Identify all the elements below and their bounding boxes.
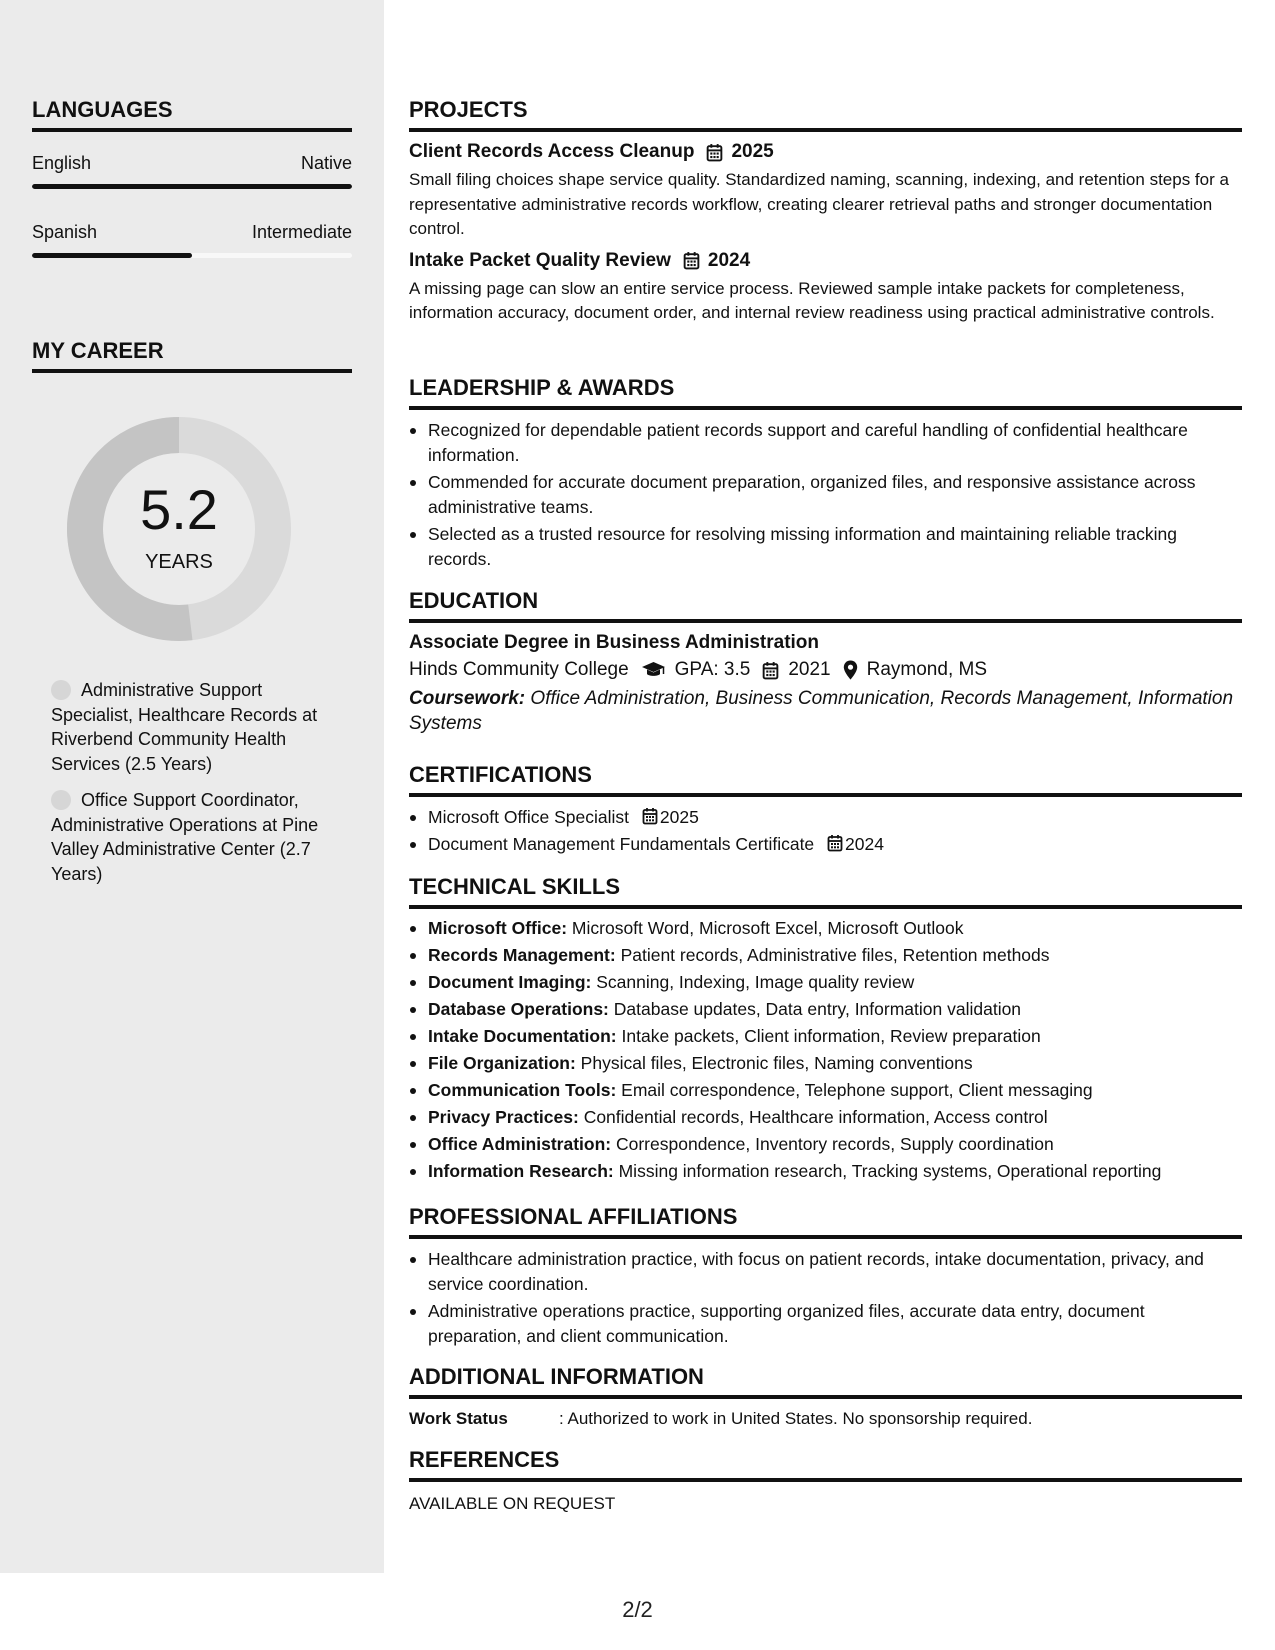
language-row-english <box>32 153 352 174</box>
certifications-list <box>409 804 1242 858</box>
work-status-label: Work Status <box>409 1409 508 1428</box>
skill-value: Microsoft Word, Microsoft Excel, Microsoft Outlook <box>571 918 964 938</box>
legend-dot <box>51 790 71 810</box>
affiliations-title: PROFESSIONAL AFFILIATIONS <box>409 1204 1242 1239</box>
skill-value: Patient records, Administrative files, Retention methods <box>620 945 1050 965</box>
leadership-section <box>409 375 1242 571</box>
skills-title: TECHNICAL SKILLS <box>409 874 1242 909</box>
certifications-section <box>409 762 1242 858</box>
coursework <box>409 686 1242 736</box>
skill-label: Office Administration: <box>428 1134 612 1154</box>
language-bar-english <box>32 184 352 189</box>
skill-value: Missing information research, Tracking systems, Operational reporting <box>618 1161 1162 1181</box>
leadership-title: LEADERSHIP & AWARDS <box>409 375 1242 410</box>
school-location: Raymond, MS <box>866 659 987 680</box>
map-pin-icon <box>843 660 858 680</box>
skill-value: Correspondence, Inventory records, Supply coordination <box>615 1134 1054 1154</box>
project-description: Small filing choices shape service quality. Standardized naming, scanning, indexing, and retention steps for a representative administrative records workflow, creating clearer retrieval paths and stronger documentation control. <box>409 170 1229 238</box>
work-status-row <box>409 1407 1242 1432</box>
legend-dot <box>51 680 71 700</box>
calendar-icon <box>827 834 843 852</box>
skills-list <box>409 915 1242 1185</box>
skill-item <box>409 915 1242 942</box>
list-item <box>409 804 1242 831</box>
project-year: 2024 <box>707 249 751 271</box>
skill-label: Microsoft Office: <box>428 918 568 938</box>
sidebar <box>0 0 384 1573</box>
career-total-years: 5.2 <box>140 478 218 541</box>
language-bar-fill <box>32 253 192 258</box>
language-name: English <box>32 153 92 173</box>
skill-value: Database updates, Data entry, Information validation <box>613 999 1022 1019</box>
skill-value: Intake packets, Client information, Review preparation <box>621 1026 1041 1046</box>
references-title: REFERENCES <box>409 1447 1242 1482</box>
calendar-icon <box>642 807 658 825</box>
skill-label: Database Operations: <box>428 999 609 1019</box>
list-item: Administrative operations practice, supporting organized files, accurate data entry, document preparation, and client communication. <box>409 1299 1242 1348</box>
project-year: 2025 <box>731 141 774 162</box>
skill-item <box>409 969 1242 996</box>
list-item: Recognized for dependable patient records support and careful handling of confidential healthcare information. <box>409 418 1242 467</box>
skill-label: Intake Documentation: <box>428 1026 617 1046</box>
skill-item <box>409 1077 1242 1104</box>
page-number: 2/2 <box>622 1597 653 1622</box>
coursework-list: Office Administration, Business Communication, Records Management, Information Systems <box>409 688 1234 734</box>
projects-section <box>409 97 1242 326</box>
skill-item <box>409 1104 1242 1131</box>
skill-item <box>409 1158 1242 1185</box>
skill-item <box>409 1050 1242 1077</box>
skill-label: Document Imaging: <box>428 972 592 992</box>
calendar-icon <box>762 661 779 680</box>
education-title: EDUCATION <box>409 588 1242 623</box>
skill-value: Scanning, Indexing, Image quality review <box>596 972 915 992</box>
languages-title: LANGUAGES <box>32 97 352 132</box>
list-item: Commended for accurate document preparation, organized files, and responsive assistance across administrative teams. <box>409 470 1242 519</box>
skill-item <box>409 1131 1242 1158</box>
coursework-label: Coursework: <box>409 688 526 709</box>
career-item-text: Office Support Coordinator, Administrative Operations at Pine Valley Administrative Center (2.7 Years) <box>51 790 319 884</box>
certification-name: Microsoft Office Specialist <box>428 807 629 827</box>
career-item <box>51 788 341 886</box>
additional-section <box>409 1364 1242 1432</box>
skill-value: Physical files, Electronic files, Naming conventions <box>580 1053 973 1073</box>
language-bar-spanish <box>32 253 352 258</box>
project-title <box>409 250 1242 272</box>
language-bar-fill <box>32 184 352 189</box>
skill-label: File Organization: <box>428 1053 576 1073</box>
skill-value: Email correspondence, Telephone support, Client messaging <box>621 1080 1093 1100</box>
skill-label: Privacy Practices: <box>428 1107 579 1127</box>
calendar-icon <box>683 251 700 270</box>
education-details <box>409 659 1242 681</box>
language-name: Spanish <box>32 222 98 242</box>
references-text: AVAILABLE ON REQUEST <box>409 1494 616 1513</box>
leadership-list <box>409 418 1242 571</box>
degree-title: Associate Degree in Business Administration <box>409 632 820 653</box>
gpa: GPA: 3.5 <box>674 659 751 680</box>
list-item <box>409 831 1242 858</box>
certification-year: 2024 <box>845 834 884 854</box>
work-status-value: : Authorized to work in United States. No sponsorship required. <box>559 1409 1033 1428</box>
school-name: Hinds Community College <box>409 659 629 680</box>
skill-label: Records Management: <box>428 945 616 965</box>
affiliations-list <box>409 1247 1242 1348</box>
graduation-year: 2021 <box>788 659 831 680</box>
project-title <box>409 141 1242 163</box>
career-total-unit: YEARS <box>145 551 213 573</box>
language-level: Native <box>300 153 352 173</box>
skills-section <box>409 874 1242 1185</box>
graduation-cap-icon <box>641 661 666 679</box>
project-name: Client Records Access Cleanup <box>409 141 695 162</box>
language-level: Intermediate <box>251 222 352 242</box>
skill-item <box>409 942 1242 969</box>
additional-title: ADDITIONAL INFORMATION <box>409 1364 1242 1399</box>
projects-title: PROJECTS <box>409 97 1242 132</box>
education-section <box>409 588 1242 736</box>
project-name: Intake Packet Quality Review <box>409 249 671 271</box>
skill-label: Information Research: <box>428 1161 614 1181</box>
career-title: MY CAREER <box>32 338 352 373</box>
skill-item <box>409 996 1242 1023</box>
calendar-icon <box>706 143 723 162</box>
career-item-text: Administrative Support Specialist, Healthcare Records at Riverbend Community Health Services (2.5 Years) <box>51 680 318 774</box>
project-description: A missing page can slow an entire service process. Reviewed sample intake packets for completeness, information accuracy, document order, and internal review readiness using practical administrative controls. <box>409 278 1215 322</box>
skill-label: Communication Tools: <box>428 1080 617 1100</box>
language-row-spanish <box>32 222 352 243</box>
references-section <box>409 1447 1242 1517</box>
affiliations-section <box>409 1204 1242 1348</box>
skill-item <box>409 1023 1242 1050</box>
list-item: Healthcare administration practice, with focus on patient records, intake documentation, privacy, and service coordination. <box>409 1247 1242 1296</box>
career-item <box>51 678 341 776</box>
certification-year: 2025 <box>659 807 699 827</box>
certifications-title: CERTIFICATIONS <box>409 762 1242 797</box>
list-item: Selected as a trusted resource for resolving missing information and maintaining reliable tracking records. <box>409 522 1242 571</box>
skill-value: Confidential records, Healthcare information, Access control <box>583 1107 1048 1127</box>
certification-name: Document Management Fundamentals Certificate <box>428 834 815 854</box>
